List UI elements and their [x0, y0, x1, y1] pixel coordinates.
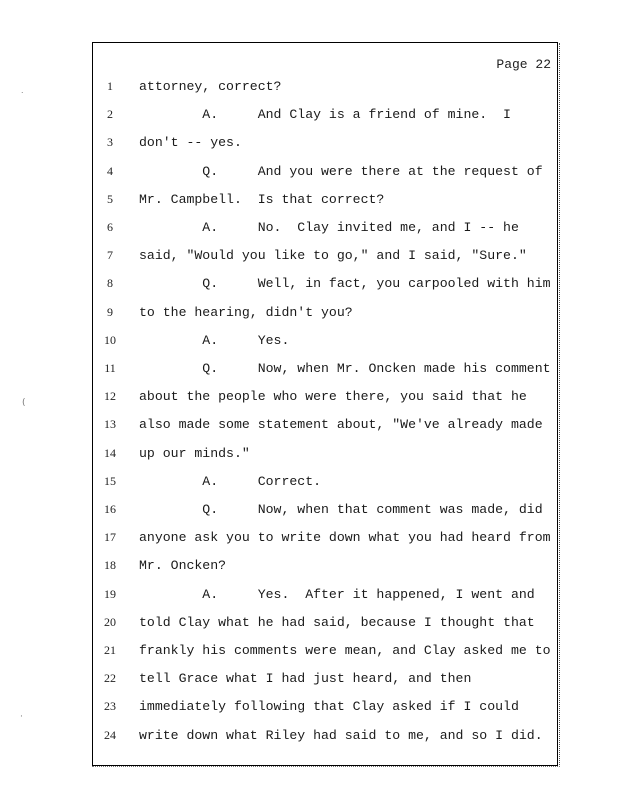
- line-text: A. And Clay is a friend of mine. I: [139, 107, 511, 123]
- page-bottom-edge: [92, 766, 560, 769]
- line-number: 14: [104, 445, 116, 460]
- transcript-line: [93, 446, 557, 466]
- transcript-line: [93, 502, 557, 522]
- line-number: 22: [104, 671, 116, 686]
- line-number: 4: [107, 163, 113, 178]
- line-number: 11: [104, 361, 116, 375]
- transcript-line: [93, 164, 557, 184]
- line-number: 15: [104, 473, 116, 488]
- line-text: A. Correct.: [139, 473, 322, 489]
- line-number: 19: [104, 586, 116, 601]
- line-text: Q. Now, when Mr. Oncken made his comment: [139, 361, 551, 376]
- transcript-line: [93, 192, 557, 212]
- line-number: 21: [104, 643, 116, 657]
- transcript-line: [93, 305, 557, 325]
- line-text: anyone ask you to write down what you had heard from: [139, 530, 551, 546]
- line-text: attorney, correct?: [139, 79, 282, 94]
- transcript-line: [93, 276, 557, 296]
- transcript-line: [93, 643, 557, 663]
- line-number: 3: [107, 135, 113, 150]
- transcript-line: [93, 220, 557, 240]
- line-text: said, "Would you like to go," and I said, "Sure.": [139, 248, 527, 264]
- line-text: told Clay what he had said, because I thought that: [139, 614, 535, 630]
- line-number: 24: [104, 727, 116, 742]
- transcript-line: [93, 389, 557, 409]
- line-text: frankly his comments were mean, and Clay asked me to: [139, 643, 551, 658]
- line-number: 17: [104, 530, 116, 545]
- line-text: A. Yes. After it happened, I went and: [139, 586, 535, 602]
- transcript-line: [93, 699, 557, 719]
- transcript-line: [93, 361, 557, 381]
- line-number: 5: [107, 191, 113, 206]
- line-text: Mr. Campbell. Is that correct?: [139, 191, 385, 207]
- scan-speck: (: [22, 398, 26, 408]
- line-number: 9: [107, 304, 113, 319]
- transcript-line: [93, 728, 557, 748]
- line-number: 1: [107, 79, 113, 93]
- transcript-line: [93, 671, 557, 691]
- scan-speck: ·: [20, 712, 23, 722]
- line-text: Q. Now, when that comment was made, did: [139, 502, 543, 517]
- transcript-line: [93, 474, 557, 494]
- line-number: 20: [104, 614, 116, 629]
- line-text: A. No. Clay invited me, and I -- he: [139, 220, 519, 235]
- line-text: don't -- yes.: [139, 135, 242, 151]
- line-text: tell Grace what I had just heard, and then: [139, 671, 472, 687]
- line-number: 18: [104, 558, 116, 573]
- transcript-line: [93, 79, 557, 99]
- line-number: 2: [107, 107, 113, 122]
- transcript-line: [93, 135, 557, 155]
- line-text: to the hearing, didn't you?: [139, 304, 353, 320]
- line-text: Mr. Oncken?: [139, 558, 227, 574]
- line-text: A. Yes.: [139, 332, 290, 348]
- line-number: 7: [107, 248, 113, 263]
- line-number: 12: [104, 389, 116, 404]
- line-number: 16: [104, 502, 116, 516]
- transcript-page: [92, 42, 558, 766]
- line-text: Q. And you were there at the request of: [139, 163, 543, 179]
- transcript-line: [93, 587, 557, 607]
- line-number: 13: [104, 417, 116, 432]
- line-number: 10: [104, 332, 116, 347]
- scan-speck: ˙: [20, 92, 25, 102]
- line-number: 23: [104, 699, 116, 714]
- transcript-line: [93, 615, 557, 635]
- line-text: up our minds.": [139, 445, 250, 461]
- transcript-line: [93, 558, 557, 578]
- page-number: Page 22: [496, 57, 551, 72]
- transcript-line: [93, 530, 557, 550]
- transcript-line: [93, 417, 557, 437]
- transcript-line: [93, 248, 557, 268]
- line-text: about the people who were there, you said that he: [139, 389, 527, 405]
- line-number: 8: [107, 276, 113, 291]
- line-text: immediately following that Clay asked if I could: [139, 699, 519, 715]
- transcript-line: [93, 333, 557, 353]
- line-text: Q. Well, in fact, you carpooled with him: [139, 276, 551, 292]
- transcript-line: [93, 107, 557, 127]
- line-text: also made some statement about, "We've already made: [139, 417, 543, 433]
- line-text: write down what Riley had said to me, and so I did.: [139, 727, 543, 743]
- line-number: 6: [107, 220, 113, 234]
